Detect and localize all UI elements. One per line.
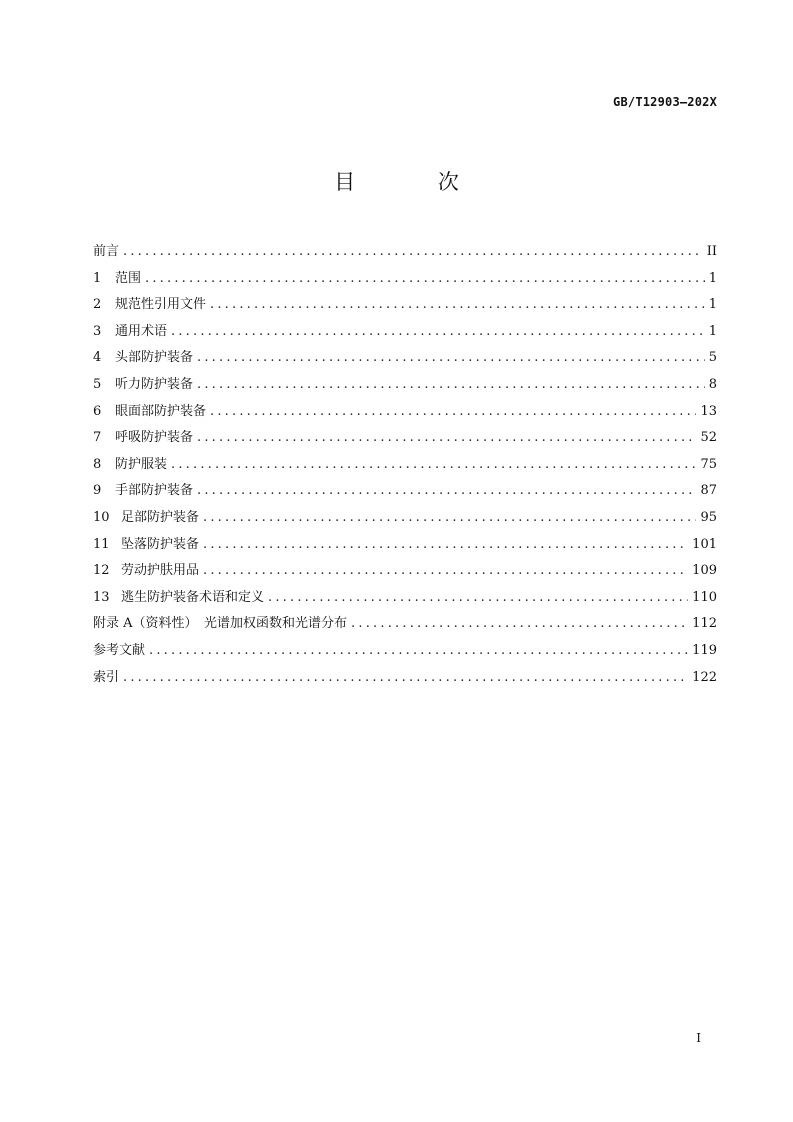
toc-entry-number: 12 bbox=[93, 563, 110, 579]
toc-entry-label: 逃生防护装备术语和定义 bbox=[121, 589, 265, 605]
toc-entry-label: 附录 A（资料性） 光谱加权函数和光谱分布 bbox=[93, 616, 348, 632]
toc-entry-9[interactable] bbox=[93, 478, 717, 505]
toc-leader-dots bbox=[197, 345, 705, 372]
toc-leader-dots bbox=[203, 532, 688, 559]
toc-entry-4[interactable] bbox=[93, 345, 717, 372]
toc-leader-dots bbox=[145, 266, 705, 293]
toc-leader-dots bbox=[197, 478, 696, 505]
document-code: GB/T12903—202X bbox=[613, 95, 717, 109]
toc-entry-label: 手部防护装备 bbox=[115, 483, 194, 499]
toc-entry-page: 1 bbox=[708, 323, 717, 339]
toc-leader-dots bbox=[123, 665, 688, 692]
toc-leader-dots bbox=[203, 558, 688, 585]
toc-entry-number: 11 bbox=[93, 536, 110, 552]
table-of-contents bbox=[93, 239, 717, 691]
toc-leader-dots bbox=[210, 292, 705, 319]
toc-entry-label: 前言 bbox=[93, 244, 120, 259]
toc-entry-11[interactable] bbox=[93, 532, 717, 559]
toc-entry-page: II bbox=[706, 244, 717, 259]
toc-entry-page: 119 bbox=[692, 642, 717, 658]
toc-entry-8[interactable] bbox=[93, 452, 717, 479]
page-number: I bbox=[696, 1031, 701, 1045]
toc-entry-foreword[interactable] bbox=[93, 239, 717, 266]
toc-entry-number: 5 bbox=[93, 376, 102, 392]
toc-leader-dots bbox=[197, 425, 696, 452]
toc-entry-3[interactable] bbox=[93, 319, 717, 346]
toc-entry-label: 听力防护装备 bbox=[115, 376, 194, 392]
toc-entry-number: 13 bbox=[93, 589, 110, 605]
toc-entry-page: 122 bbox=[692, 669, 717, 685]
toc-entry-label: 范围 bbox=[115, 270, 142, 286]
toc-entry-label: 劳动护肤用品 bbox=[121, 563, 200, 579]
toc-entry-label: 头部防护装备 bbox=[115, 350, 194, 366]
toc-entry-10[interactable] bbox=[93, 505, 717, 532]
toc-leader-dots bbox=[268, 585, 688, 612]
toc-leader-dots bbox=[351, 611, 688, 638]
toc-entry-page: 75 bbox=[700, 456, 717, 472]
toc-leader-dots bbox=[171, 319, 705, 346]
toc-entry-appendix-a[interactable] bbox=[93, 611, 717, 638]
toc-entry-number: 4 bbox=[93, 350, 102, 366]
toc-leader-dots bbox=[149, 638, 688, 665]
toc-entry-label: 索引 bbox=[93, 669, 120, 685]
toc-entry-number: 2 bbox=[93, 297, 102, 313]
toc-entry-page: 5 bbox=[708, 350, 717, 366]
toc-leader-dots bbox=[210, 399, 696, 426]
toc-entry-2[interactable] bbox=[93, 292, 717, 319]
toc-entry-7[interactable] bbox=[93, 425, 717, 452]
toc-entry-page: 1 bbox=[708, 297, 717, 313]
toc-leader-dots bbox=[171, 452, 696, 479]
page-title: 目 次 bbox=[334, 170, 497, 194]
toc-leader-dots bbox=[197, 372, 705, 399]
toc-entry-references[interactable] bbox=[93, 638, 717, 665]
toc-entry-label: 参考文献 bbox=[93, 642, 146, 658]
toc-entry-page: 101 bbox=[692, 536, 717, 552]
toc-leader-dots bbox=[123, 239, 703, 266]
toc-entry-page: 52 bbox=[700, 430, 717, 446]
toc-entry-page: 87 bbox=[700, 483, 717, 499]
toc-entry-number: 1 bbox=[93, 270, 102, 286]
toc-entry-page: 95 bbox=[700, 509, 717, 525]
toc-entry-number: 8 bbox=[93, 456, 102, 472]
toc-entry-number: 7 bbox=[93, 430, 102, 446]
toc-entry-12[interactable] bbox=[93, 558, 717, 585]
toc-entry-page: 110 bbox=[692, 589, 717, 605]
toc-entry-number: 6 bbox=[93, 403, 102, 419]
toc-entry-label: 呼吸防护装备 bbox=[115, 430, 194, 446]
toc-entry-label: 足部防护装备 bbox=[121, 509, 200, 525]
toc-entry-label: 坠落防护装备 bbox=[121, 536, 200, 552]
toc-leader-dots bbox=[203, 505, 696, 532]
toc-entry-page: 1 bbox=[708, 270, 717, 286]
toc-entry-number: 3 bbox=[93, 323, 102, 339]
toc-entry-1[interactable] bbox=[93, 266, 717, 293]
toc-entry-6[interactable] bbox=[93, 399, 717, 426]
toc-entry-label: 防护服装 bbox=[115, 456, 168, 472]
toc-entry-page: 8 bbox=[708, 376, 717, 392]
toc-entry-number: 9 bbox=[93, 483, 102, 499]
toc-entry-number: 10 bbox=[93, 509, 110, 525]
toc-entry-page: 112 bbox=[692, 616, 717, 632]
toc-entry-label: 通用术语 bbox=[115, 323, 168, 339]
toc-entry-index[interactable] bbox=[93, 665, 717, 692]
toc-entry-label: 规范性引用文件 bbox=[115, 297, 207, 313]
toc-entry-page: 13 bbox=[700, 403, 717, 419]
toc-entry-5[interactable] bbox=[93, 372, 717, 399]
toc-entry-label: 眼面部防护装备 bbox=[115, 403, 207, 419]
toc-entry-13[interactable] bbox=[93, 585, 717, 612]
toc-entry-page: 109 bbox=[692, 563, 717, 579]
